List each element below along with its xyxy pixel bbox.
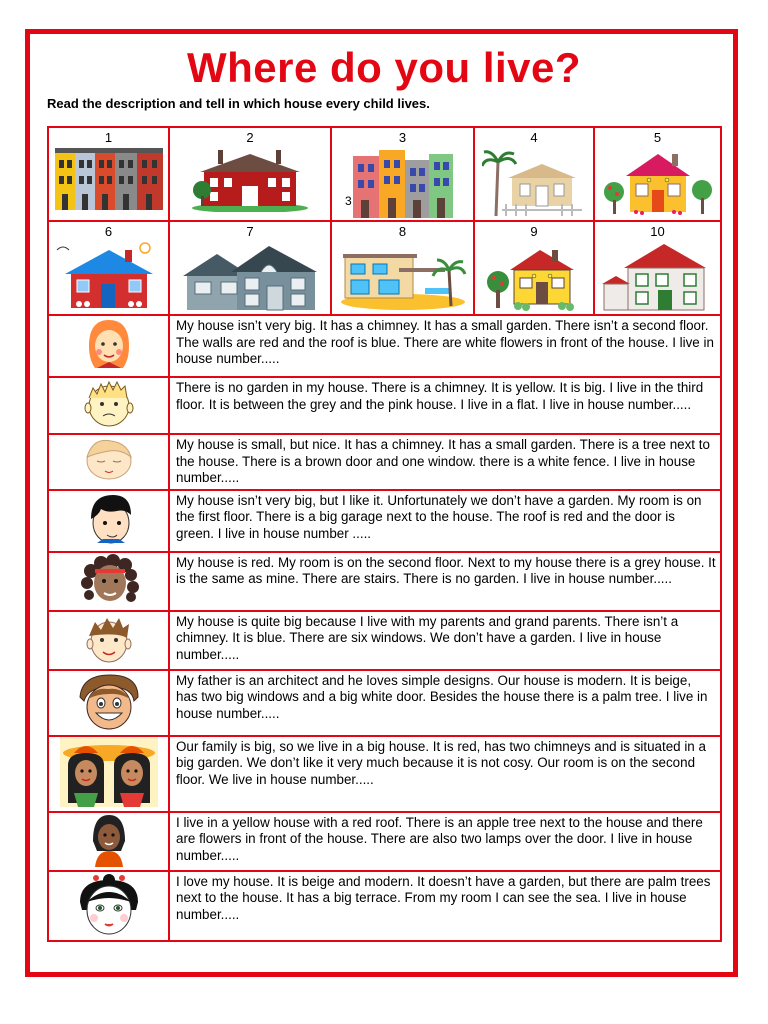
house-2-mansion-image	[190, 146, 310, 212]
page-title: Where do you live?	[186, 44, 582, 91]
child-dark-skin-girl-face-icon	[77, 813, 141, 867]
description-row-10	[48, 871, 721, 941]
house-number: 4	[530, 130, 538, 145]
house-cell-4	[475, 128, 593, 220]
house-cell-5	[595, 128, 720, 220]
house-cell-10	[595, 222, 720, 314]
worksheet-table	[47, 126, 722, 942]
house-cell-2	[170, 128, 330, 220]
child-sleepy-girl-face-icon	[77, 435, 141, 483]
description-row-4	[48, 490, 721, 552]
description-text: I live in a yellow house with a red roof. There is an apple tree next to the house and there are flowers in front of the house. There are also two lamps over the door. I live in house number.....	[169, 812, 721, 871]
child-curly-hair-girl-face-icon	[77, 553, 141, 607]
house-3-colorful-flats-image	[351, 146, 455, 218]
description-text: My house is quite big because I live with my parents and grand parents. There isn’t a chimney. It is blue. There are six windows. We don’t have a garden. I live in house number.....	[169, 611, 721, 670]
house-1-townhouses-image	[55, 146, 163, 212]
description-row-9	[48, 812, 721, 871]
house-4-beige-house-image	[482, 146, 586, 216]
house-6-red-house-image	[53, 240, 165, 312]
child-brown-hair-boy-face-icon	[77, 612, 141, 666]
instruction-text: Read the description and tell in which house every child lives.	[47, 96, 430, 111]
house-row-1	[48, 127, 721, 221]
description-text: My father is an architect and he loves simple designs. Our house is modern. It is beige, has two big windows and a big white door. Besides the house there is a palm tree. I live in house number.....	[169, 670, 721, 736]
house-cell-6	[49, 222, 168, 314]
house-cell-1	[49, 128, 168, 220]
house-row-2	[48, 221, 721, 315]
description-row-1	[48, 315, 721, 377]
description-row-7	[48, 670, 721, 736]
description-row-8	[48, 736, 721, 812]
house-8-beach-house-image	[339, 240, 467, 310]
house-number: 2	[246, 130, 254, 145]
house-7-blue-house-image	[177, 240, 323, 312]
house-9-yellow-cottage-image	[482, 240, 586, 312]
description-text: My house isn’t very big, but I like it. Unfortunately we don’t have a garden. My room is on the first floor. There is a big garage next to the house. The roof is red and the door is green. I live in house number .....	[169, 490, 721, 552]
house-number: 3	[398, 130, 407, 145]
house-5-yellow-house-image	[602, 146, 714, 218]
house-cell-3	[332, 128, 473, 220]
description-text: My house isn’t very big. It has a chimney. It has a small garden. There isn’t a second floor. The walls are red and the roof is blue. There are white flowers in front of the house. I live in house number.....	[169, 315, 721, 377]
children-twins-sombrero-face-icon	[60, 737, 158, 807]
house-number: 8	[398, 224, 407, 239]
house-3-side-label: 3	[345, 194, 352, 208]
child-girl-scarf-face-icon	[77, 316, 141, 374]
house-number: 6	[104, 224, 113, 239]
house-number: 10	[650, 224, 665, 239]
house-10-garage-house-image	[602, 240, 714, 312]
house-cell-8	[332, 222, 473, 314]
house-number: 9	[530, 224, 538, 239]
house-number: 7	[246, 224, 254, 239]
child-blond-boy-face-icon	[77, 378, 141, 430]
child-smiling-boy-face-icon	[74, 671, 144, 733]
child-dark-hair-boy-face-icon	[77, 491, 141, 549]
description-text: There is no garden in my house. There is a chimney. It is yellow. It is big. I live in the third floor. It is between the grey and the pink house. I live in a flat. I live in house number.....	[169, 377, 721, 434]
description-row-3	[48, 434, 721, 490]
house-cell-9	[475, 222, 593, 314]
description-text: My house is small, but nice. It has a chimney. It has a small garden. There is a tree next to the house. There is a brown door and one window. there is a white fence. I live in house number.....	[169, 434, 721, 490]
house-cell-7	[170, 222, 330, 314]
description-row-2	[48, 377, 721, 434]
description-row-5	[48, 552, 721, 611]
description-text: My house is red. My room is on the second floor. Next to my house there is a grey house. It is the same as mine. There are stairs. There is no garden. I live in house number.....	[169, 552, 721, 611]
description-text: I love my house. It is beige and modern. It doesn’t have a garden, but there are palm trees next to the house. It has a big terrace. From my room I can see the sea. I live in house number.....	[169, 871, 721, 941]
description-text: Our family is big, so we live in a big house. It is red, has two chimneys and is situated in a big garden. We don’t like it very much because it is not cosy. Our room is on the second floor. We live in house number.....	[169, 736, 721, 812]
house-number: 5	[653, 130, 662, 145]
description-row-6	[48, 611, 721, 670]
house-number: 1	[104, 130, 113, 145]
child-geisha-girl-face-icon	[72, 872, 146, 938]
